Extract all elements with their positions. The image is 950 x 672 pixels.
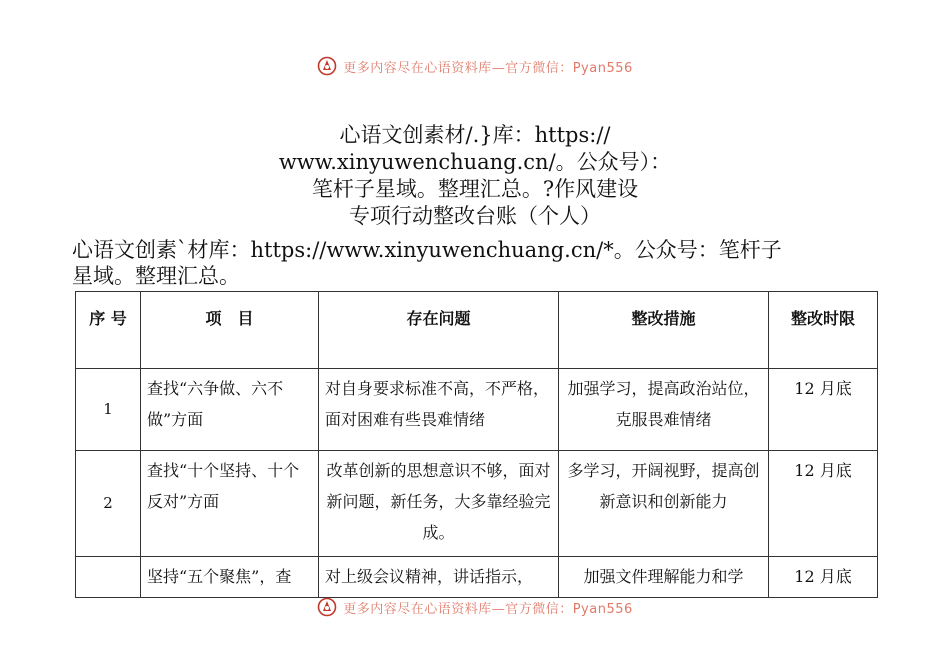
- row-deadline: 12 月底: [769, 369, 878, 451]
- header-item: 项 目: [141, 292, 319, 369]
- row-item: 查找“十个坚持、十个反对”方面: [141, 451, 319, 557]
- table-header-row: [76, 292, 878, 369]
- title-line: 心语文创素材/.}库：https://: [339, 123, 611, 147]
- row-index: 2: [76, 451, 141, 557]
- row-deadline: 12 月底: [769, 557, 878, 598]
- header-index: 序 号: [76, 292, 141, 369]
- row-problem: 对上级会议精神，讲话指示，: [319, 557, 559, 598]
- row-problem: 对自身要求标准不高，不严格，面对困难有些畏难情绪: [319, 369, 559, 451]
- intro-line: 心语文创素`材库：https://www.xinyuwenchuang.cn/*。公众号：笔杆子: [72, 238, 782, 262]
- table-row: [76, 451, 878, 557]
- row-item: 查找“六争做、六不做”方面: [141, 369, 319, 451]
- logo-icon: [317, 597, 337, 617]
- intro-line: 星域。整理汇总。: [72, 264, 240, 288]
- title-line: www.xinyuwenchuang.cn/。公众号）：: [278, 150, 672, 174]
- intro-paragraph: [72, 237, 877, 289]
- title-line: 专项行动整改台账（个人）: [349, 204, 601, 228]
- watermark-bottom: [0, 592, 950, 622]
- header-deadline: 整改时限: [769, 292, 878, 369]
- watermark-text: 更多内容尽在心语资料库—官方微信：Pyan556: [343, 601, 633, 617]
- header-problem: 存在问题: [319, 292, 559, 369]
- watermark-text: 更多内容尽在心语资料库—官方微信：Pyan556: [343, 60, 633, 76]
- rectification-table: [75, 291, 878, 598]
- row-problem: 改革创新的思想意识不够，面对新问题，新任务，大多靠经验完成。: [319, 451, 559, 557]
- table-row: [76, 369, 878, 451]
- row-index: 1: [76, 369, 141, 451]
- header-measure: 整改措施: [559, 292, 769, 369]
- logo-icon: [317, 56, 337, 76]
- row-measure: 多学习，开阔视野，提高创新意识和创新能力: [559, 451, 769, 557]
- document-title: [75, 122, 875, 230]
- row-item: 坚持“五个聚焦”，查: [141, 557, 319, 598]
- row-measure: 加强文件理解能力和学: [559, 557, 769, 598]
- row-measure: 加强学习，提高政治站位，克服畏难情绪: [559, 369, 769, 451]
- row-deadline: 12 月底: [769, 451, 878, 557]
- title-line: 笔杆子星域。整理汇总。?作风建设: [311, 177, 639, 201]
- watermark-top: [0, 51, 950, 81]
